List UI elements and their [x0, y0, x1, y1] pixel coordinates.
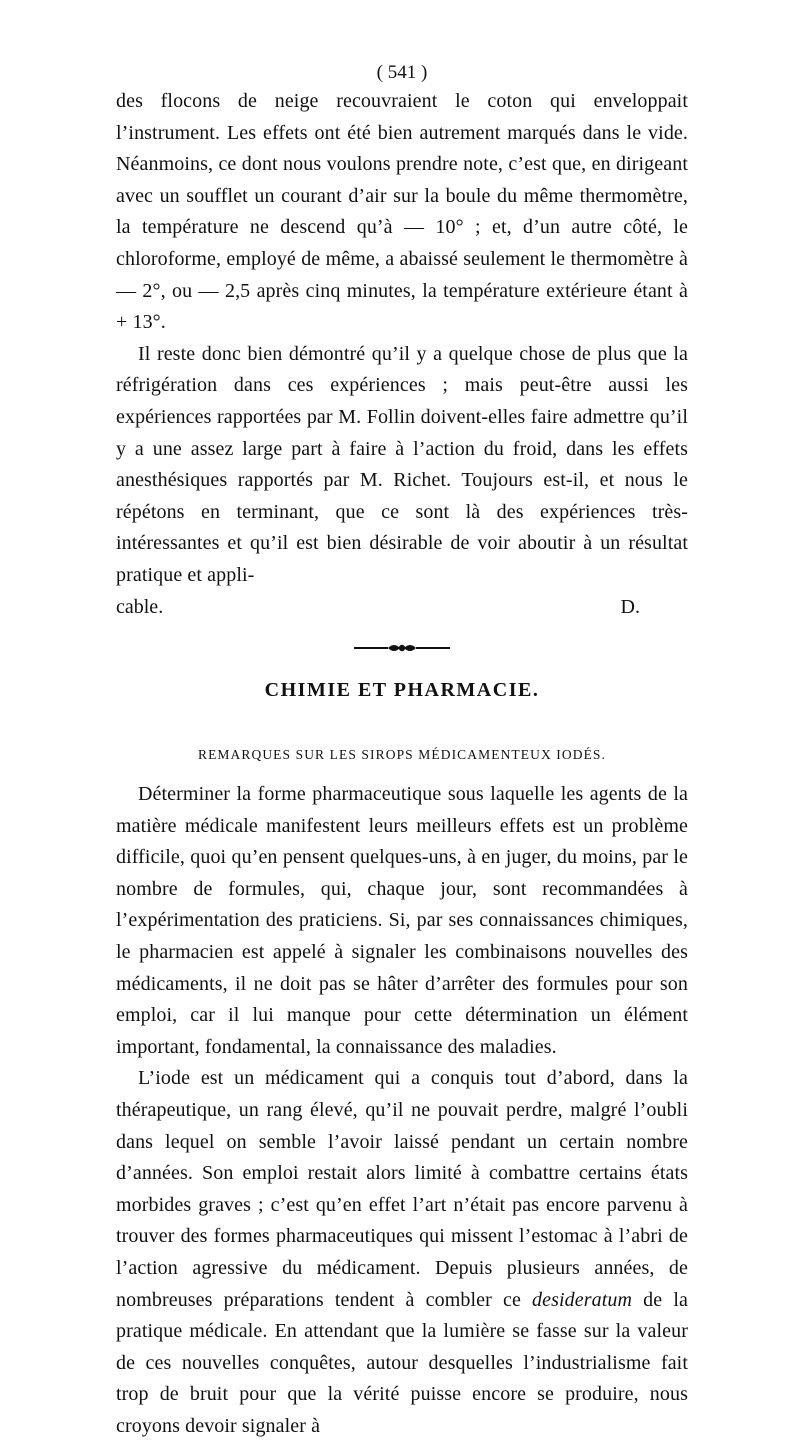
book-page [116, 60, 688, 1443]
body-paragraph-1: Déterminer la forme pharmaceutique sous laquelle les agents de la matière médicale manifestent leurs meilleurs effets est un problème difficile, quoi qu’en pensent quelques-uns, à en juger, du moins, par le nombre de formules, qui, chaque jour, sont recommandées à l’expérimentation des praticiens. Si, par ses connaissances chimiques, le pharmacien est appelé à signaler les combinaisons nouvelles des médicaments, il ne doit pas se hâter d’arrêter des formules pour son emploi, car il lui manque pour cette détermination un élément important, fondamental, la connaissance des maladies. [116, 783, 688, 1058]
signoff-row [116, 592, 688, 624]
author-signature: D. [620, 595, 640, 618]
paragraph-2-text-before: L’iode est un médicament qui a conquis tout d’abord, dans la thérapeutique, un rang élevé, qu’il ne pouvait perdre, malgré l’oubli dans lequel on semble l’avoir laissé pendant un certain nombre d’années. Son emploi restait alors limité à combattre certains états morbides graves ; c’est qu’en effet l’art n’était pas encore parvenu à trouver des formes pharmaceutiques qui missent l’estomac à l’abri de l’action agressive du médicament. Depuis plusieurs années, de nombreuses préparations tendent à combler ce [116, 1067, 688, 1311]
subsection-title: REMARQUES SUR LES SIROPS MÉDICAMENTEUX IODÉS. [197, 747, 607, 763]
ornamental-divider-icon [116, 641, 688, 655]
intro-paragraph: des flocons de neige recouvraient le coton qui enveloppait l’instrument. Les effets ont été bien autrement marqués dans le vide. Néanmoins, ce dont nous voulons prendre note, c’est que, en dirigeant avec un soufflet un courant d’air sur la boule du même thermomètre, la température ne descend qu’à — 10° ; et, d’un autre côté, le chloroforme, employé de même, a abaissé seulement le thermomètre à — 2°, ou — 2,5 après cinq minutes, la température extérieure étant à + 13°. [116, 90, 688, 334]
section-title: CHIMIE ET PHARMACIE. [264, 679, 540, 702]
body-paragraph-2 [116, 1063, 688, 1442]
conclusion-last-word: cable. [116, 595, 164, 618]
paragraph-2-text-after: de la pratique médicale. En attendant que la lumière se fasse sur la valeur de ces nouvelles conquêtes, autour desquelles l’industrialisme fait trop de bruit pour que la vérité puisse encore se produire, nous croyons devoir signaler à [116, 1288, 688, 1437]
conclusion-paragraph: Il reste donc bien démontré qu’il y a quelque chose de plus que la réfrigération dans ces expériences ; mais peut-être aussi les expériences rapportées par M. Follin doivent-elles faire admettre qu’il y a une assez large part à faire à l’action du froid, dans les effets anesthésiques rapportés par M. Richet. Toujours est-il, et nous le répétons en terminant, que ce sont là des expériences très-intéressantes et qu’il est bien désirable de voir aboutir à un résultat pratique et appli- [116, 342, 688, 586]
page-number: ( 541 ) [376, 62, 428, 83]
italic-term: desideratum [532, 1288, 633, 1311]
